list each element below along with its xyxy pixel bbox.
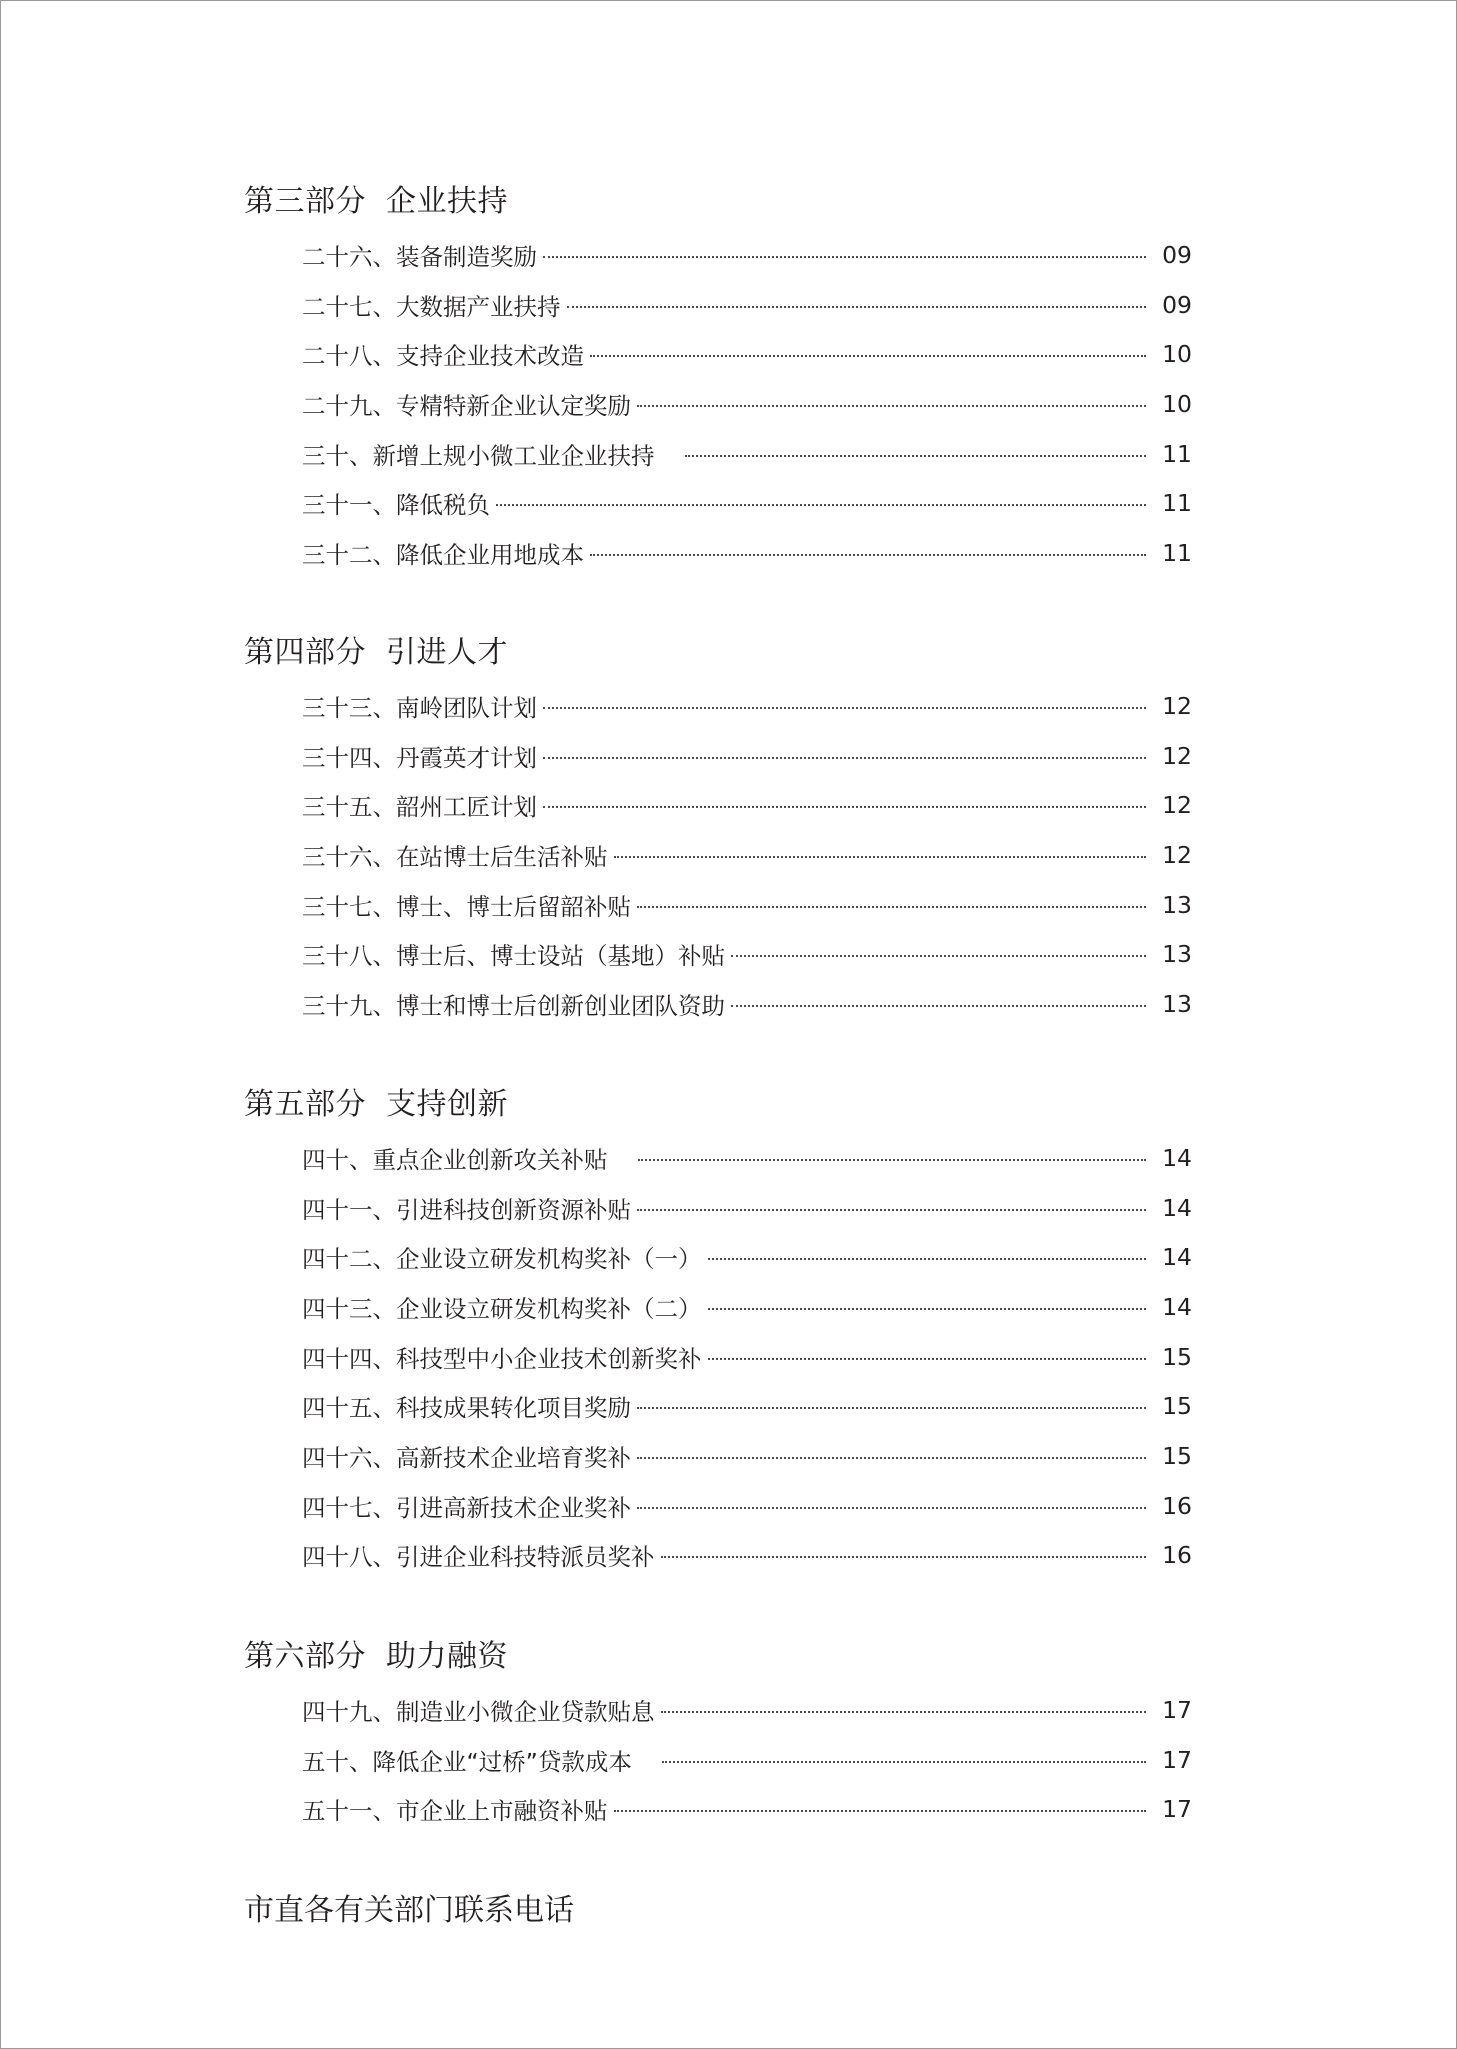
dot-leader — [662, 1761, 1146, 1763]
dot-leader — [708, 1258, 1147, 1260]
dot-leader — [661, 1711, 1147, 1713]
toc-entry[interactable] — [302, 478, 1192, 528]
toc-entry-list — [244, 1133, 1194, 1580]
toc-entry[interactable] — [302, 429, 1192, 479]
toc-entry-label: 四十三、企业设立研发机构奖补（二） — [302, 1294, 702, 1323]
toc-entry[interactable] — [302, 379, 1192, 429]
dot-leader — [567, 306, 1147, 308]
toc-entry[interactable] — [302, 830, 1192, 880]
toc-entry[interactable] — [302, 780, 1192, 830]
toc-entry-page: 13 — [1162, 890, 1192, 919]
toc-entry-label: 四十一、引进科技创新资源补贴 — [302, 1195, 631, 1224]
toc-entry-page: 17 — [1162, 1795, 1192, 1824]
toc-entry[interactable] — [302, 528, 1192, 578]
toc-entry-page: 09 — [1162, 240, 1192, 269]
toc-entry-label: 三十九、博士和博士后创新创业团队资助 — [302, 991, 725, 1020]
dot-leader — [543, 806, 1146, 808]
toc-entry-label: 四十六、高新技术企业培育奖补 — [302, 1443, 631, 1472]
dot-leader — [637, 1209, 1146, 1211]
section-part-number: 第六部分 — [244, 1639, 366, 1674]
toc-section-part-5 — [244, 1085, 1194, 1580]
toc-entry-page: 16 — [1162, 1541, 1192, 1570]
toc-entry-label: 三十三、南岭团队计划 — [302, 693, 537, 722]
toc-entry-page: 14 — [1162, 1193, 1192, 1222]
toc-entry-label: 三十、新增上规小微工业企业扶持 — [302, 441, 655, 470]
toc-entry-page: 12 — [1162, 840, 1192, 869]
toc-entry-label: 四十、重点企业创新攻关补贴 — [302, 1145, 608, 1174]
dot-leader — [637, 1507, 1146, 1509]
toc-entry-label: 三十六、在站博士后生活补贴 — [302, 842, 608, 871]
toc-entry-list — [244, 1685, 1194, 1834]
toc-entry-label: 三十七、博士、博士后留韶补贴 — [302, 892, 631, 921]
toc-entry-list — [244, 681, 1194, 1029]
toc-entry-page: 12 — [1162, 791, 1192, 820]
toc-entry[interactable] — [302, 1133, 1192, 1183]
toc-entry-label: 四十七、引进高新技术企业奖补 — [302, 1493, 631, 1522]
toc-entry-page: 10 — [1162, 340, 1192, 369]
toc-entry[interactable] — [302, 1381, 1192, 1431]
dot-leader — [590, 554, 1146, 556]
toc-entry[interactable] — [302, 1431, 1192, 1481]
toc-entry-page: 10 — [1162, 389, 1192, 418]
toc-entry[interactable] — [302, 681, 1192, 731]
toc-entry-page: 09 — [1162, 290, 1192, 319]
section-part-number: 第四部分 — [244, 635, 366, 670]
toc-section-part-4 — [244, 633, 1194, 1029]
toc-entry[interactable] — [302, 1332, 1192, 1382]
section-heading — [244, 1085, 1194, 1125]
toc-entry-page: 14 — [1162, 1243, 1192, 1272]
toc-entry-label: 三十二、降低企业用地成本 — [302, 540, 584, 569]
dot-leader — [731, 1005, 1146, 1007]
toc-entry-label: 四十五、科技成果转化项目奖励 — [302, 1394, 631, 1423]
section-title: 支持创新 — [386, 1087, 508, 1122]
section-heading — [244, 182, 1194, 222]
toc-entry[interactable] — [302, 329, 1192, 379]
toc-entry[interactable] — [302, 230, 1192, 280]
toc-entry-label: 二十六、装备制造奖励 — [302, 242, 537, 271]
toc-entry-page: 11 — [1162, 538, 1192, 567]
toc-entry[interactable] — [302, 1735, 1192, 1785]
section-heading — [244, 1637, 1194, 1677]
toc-section-part-6 — [244, 1637, 1194, 1834]
toc-entry[interactable] — [302, 731, 1192, 781]
dot-leader — [590, 355, 1146, 357]
section-part-number: 第五部分 — [244, 1087, 366, 1122]
toc-entry-label: 二十九、专精特新企业认定奖励 — [302, 391, 631, 420]
dot-leader — [614, 1810, 1147, 1812]
toc-entry-label: 三十四、丹霞英才计划 — [302, 743, 537, 772]
toc-entry[interactable] — [302, 1282, 1192, 1332]
dot-leader — [543, 757, 1146, 759]
appendix-heading[interactable]: 市直各有关部门联系电话 — [244, 1893, 574, 1928]
toc-entry[interactable] — [302, 1531, 1192, 1581]
dot-leader — [637, 1407, 1146, 1409]
toc-entry[interactable] — [302, 929, 1192, 979]
dot-leader — [708, 1308, 1147, 1310]
toc-entry-page: 13 — [1162, 940, 1192, 969]
dot-leader — [685, 455, 1147, 457]
section-title: 企业扶持 — [386, 184, 508, 219]
dot-leader — [543, 256, 1146, 258]
toc-entry-page: 13 — [1162, 989, 1192, 1018]
dot-leader — [543, 707, 1146, 709]
dot-leader — [708, 1358, 1147, 1360]
toc-entry[interactable] — [302, 1685, 1192, 1735]
toc-entry[interactable] — [302, 1183, 1192, 1233]
toc-entry-page: 11 — [1162, 489, 1192, 518]
section-heading — [244, 633, 1194, 673]
toc-entry-page: 15 — [1162, 1342, 1192, 1371]
toc-entry[interactable] — [302, 1232, 1192, 1282]
section-title: 助力融资 — [386, 1639, 508, 1674]
dot-leader — [638, 1159, 1147, 1161]
toc-entry-label: 三十一、降低税负 — [302, 491, 490, 520]
toc-entry-label: 三十八、博士后、博士设站（基地）补贴 — [302, 942, 725, 971]
toc-entry-page: 14 — [1162, 1143, 1192, 1172]
toc-entry-label: 五十一、市企业上市融资补贴 — [302, 1797, 608, 1826]
dot-leader — [637, 1457, 1146, 1459]
toc-entry-label: 四十二、企业设立研发机构奖补（一） — [302, 1245, 702, 1274]
section-part-number: 第三部分 — [244, 184, 366, 219]
dot-leader — [637, 906, 1146, 908]
section-title: 引进人才 — [386, 635, 508, 670]
toc-entry-label: 二十七、大数据产业扶持 — [302, 292, 561, 321]
toc-entry-page: 14 — [1162, 1292, 1192, 1321]
toc-entry-page: 15 — [1162, 1441, 1192, 1470]
toc-entry-label: 四十八、引进企业科技特派员奖补 — [302, 1543, 655, 1572]
toc-entry-page: 12 — [1162, 691, 1192, 720]
dot-leader — [614, 856, 1147, 858]
toc-entry-label: 四十四、科技型中小企业技术创新奖补 — [302, 1344, 702, 1373]
toc-entry-page: 16 — [1162, 1491, 1192, 1520]
toc-entry[interactable] — [302, 1784, 1192, 1834]
toc-section-part-3 — [244, 182, 1194, 578]
toc-entry-page: 15 — [1162, 1392, 1192, 1421]
toc-entry[interactable] — [302, 280, 1192, 330]
toc-entry-label: 二十八、支持企业技术改造 — [302, 342, 584, 371]
toc-entry[interactable] — [302, 979, 1192, 1029]
toc-entry-page: 17 — [1162, 1695, 1192, 1724]
dot-leader — [496, 504, 1146, 506]
toc-entry[interactable] — [302, 880, 1192, 930]
dot-leader — [731, 955, 1146, 957]
dot-leader — [661, 1556, 1147, 1558]
toc-entry-label: 四十九、制造业小微企业贷款贴息 — [302, 1697, 655, 1726]
toc-entry-page: 12 — [1162, 741, 1192, 770]
toc-entry-label: 五十、降低企业“过桥”贷款成本 — [302, 1747, 632, 1776]
toc-entry-page: 17 — [1162, 1745, 1192, 1774]
toc-entry-list — [244, 230, 1194, 578]
toc-entry-page: 11 — [1162, 439, 1192, 468]
toc-entry[interactable] — [302, 1481, 1192, 1531]
dot-leader — [637, 405, 1146, 407]
toc-entry-label: 三十五、韶州工匠计划 — [302, 793, 537, 822]
